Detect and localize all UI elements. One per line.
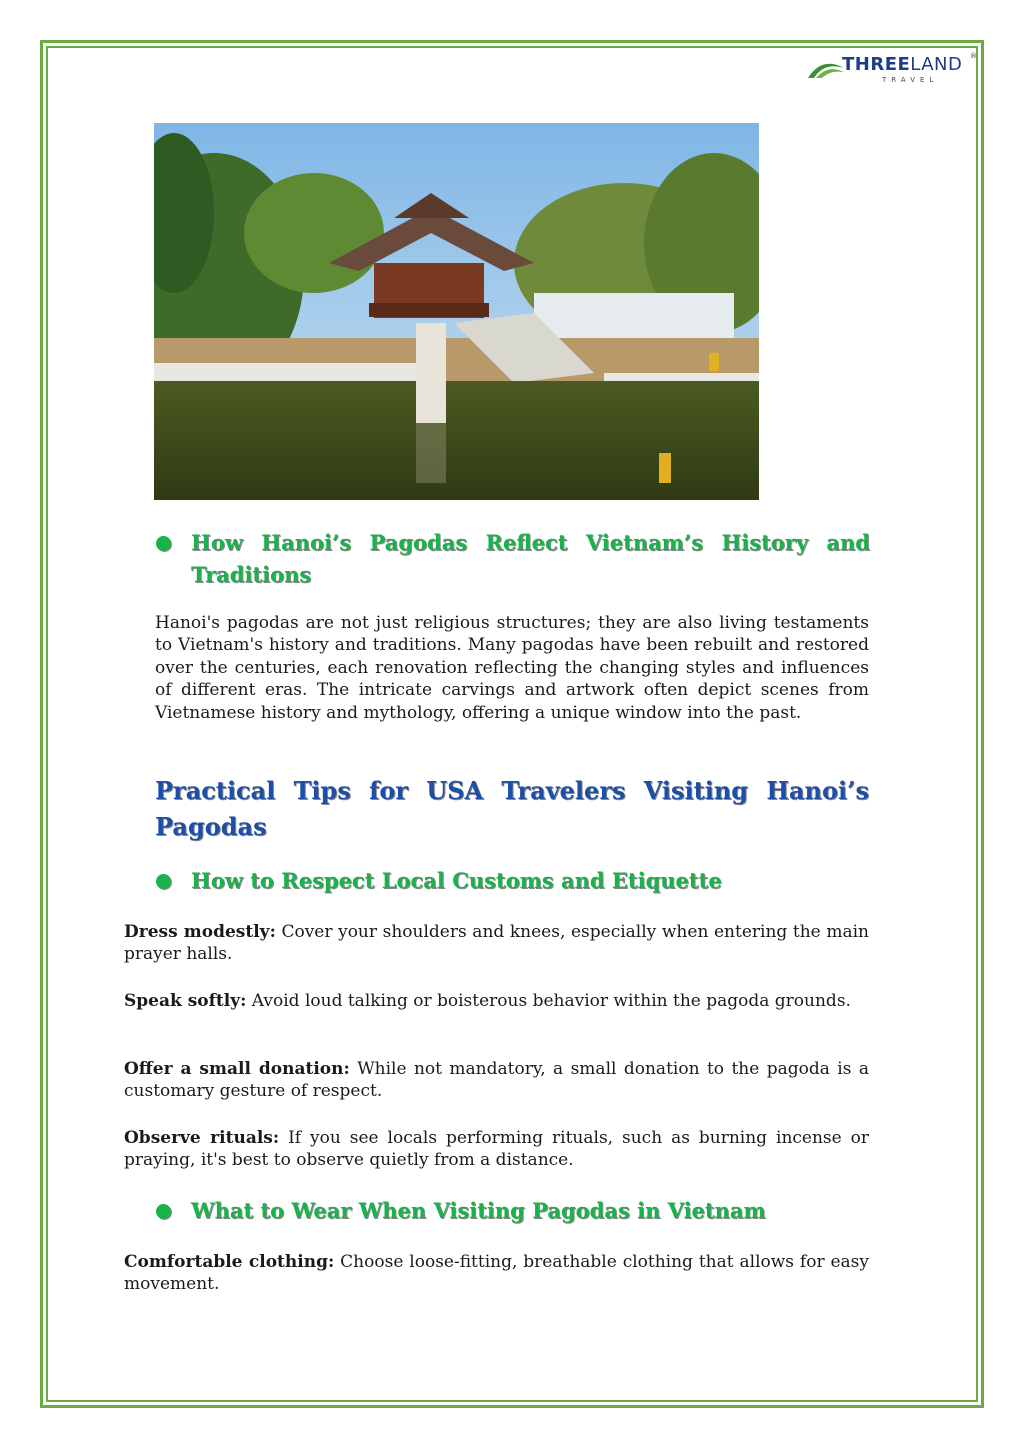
section-heading-what-to-wear [156,1195,870,1227]
tip-label: Offer a small donation: [124,1059,350,1079]
bullet-icon [156,874,171,889]
threeland-logo [806,52,976,92]
heading-text: How to Respect Local Customs and Etiquette [191,868,722,893]
logo-tagline: TRAVEL [882,76,939,84]
heading-line-1: How Hanoi’s Pagodas Reflect Vietnam’s History and [191,530,870,555]
logo-wordmark: THREELAND [842,54,963,75]
heading-line-2: Traditions [191,562,312,587]
tip-offer-donation [124,1058,869,1103]
tip-text: Avoid loud talking or boisterous behavior within the pagoda grounds. [251,991,851,1011]
bullet-icon [156,536,171,551]
tip-label: Comfortable clothing: [124,1252,335,1272]
tip-label: Dress modestly: [124,922,276,942]
heading-text: What to Wear When Visiting Pagodas in Vietnam [191,1198,766,1223]
pagoda-photo [154,123,759,500]
history-paragraph: Hanoi's pagodas are not just religious structures; they are also living testaments to Vietnam's history and traditions. Many pagodas have been rebuilt and restored over the centuries, each renovation reflecting the changing styles and influences of different eras. The intricate carvings and artwork often depict scenes from Vietnamese history and mythology, offering a unique window into the past. [155,613,869,723]
tip-text: While not mandatory, a small donation to the pagoda is a customary gesture of respect. [124,1059,870,1102]
tip-text: Choose loose-fitting, breathable clothing that allows for easy movement. [124,1252,869,1295]
tip-text: If you see locals performing rituals, such as burning incense or praying, it's best to observe quietly from a distance. [124,1128,870,1171]
section-heading-etiquette [156,865,870,897]
practical-tips-heading: Practical Tips for USA Travelers Visiting Hanoi’s Pagodas [155,776,869,841]
tip-text: Cover your shoulders and knees, especially when entering the main prayer halls. [124,922,869,965]
registered-mark: ® [970,52,977,60]
tip-speak-softly [124,990,869,1012]
bullet-icon [156,1204,171,1219]
mountain-icon [806,54,846,82]
tip-dress-modestly [124,921,869,966]
tip-label: Speak softly: [124,991,247,1011]
tip-comfortable-clothing [124,1251,869,1296]
tip-observe-rituals [124,1127,869,1172]
section-heading-history [156,527,870,591]
tip-label: Observe rituals: [124,1128,280,1148]
